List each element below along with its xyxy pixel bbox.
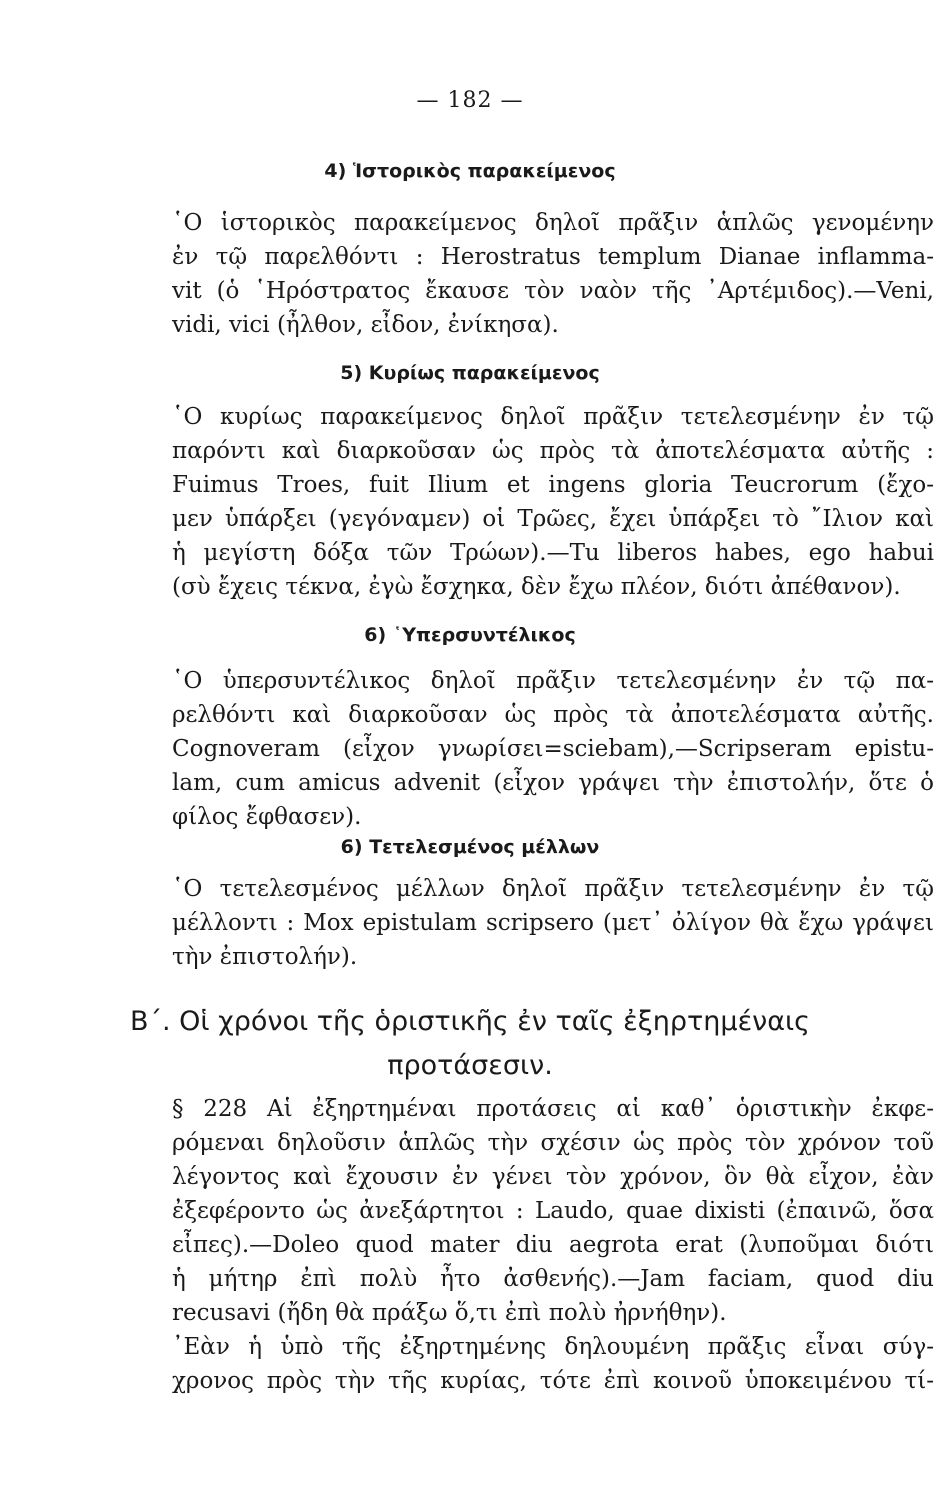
text-line: ἡ μήτηρ ἐπὶ πολὺ ἦτο ἀσθενής).—Jam faciam, quod diu (172, 1266, 934, 1292)
paragraph-present-perfect (172, 400, 934, 604)
text-line: χρονος πρὸς τὴν τῆς κυρίας, τότε ἐπὶ κοινοῦ ὑποκειμένου τί- (172, 1368, 934, 1394)
text-line: τὴν ἐπιστολήν). (172, 944, 358, 970)
heading-present-perfect: 5) Κυρίως παρακείμενος (340, 362, 600, 384)
text-line: ἐξεφέροντο ὡς ἀνεξάρτητοι : Laudo, quae dixisti (ἐπαινῶ, ὅσα (172, 1198, 934, 1224)
text-line: ρελθόντι καὶ διαρκοῦσαν ὡς πρὸς τὰ ἀποτελέσματα αὐτῆς. (172, 702, 934, 728)
text-line: § 228 Αἱ ἐξηρτημέναι προτάσεις αἱ καθ᾿ ὁριστικὴν ἐκφε- (172, 1096, 934, 1122)
text-line: ἡ μεγίστη δόξα τῶν Τρώων).—Tu liberos habes, ego habui (172, 540, 934, 566)
text-line: μεν ὑπάρξει (γεγόναμεν) οἱ Τρῶες, ἔχει ὑπάρξει τὸ ῎Ιλιον καὶ (172, 506, 934, 532)
text-line: Fuimus Troes, fuit Ilium et ingens gloria Teucrorum (ἔχο- (172, 472, 934, 498)
text-line: εἶπες).—Doleo quod mater diu aegrota erat (λυποῦμαι διότι (172, 1232, 934, 1258)
paragraph-historical-perfect (172, 206, 934, 342)
text-line: παρόντι καὶ διαρκοῦσαν ὡς πρὸς τὰ ἀποτελέσματα αὐτῆς : (172, 438, 934, 464)
paragraph-pluperfect (172, 664, 934, 834)
chapter-heading-line: Β΄. Οἱ χρόνοι τῆς ὁριστικῆς ἐν ταῖς ἐξηρτημέναις (129, 1006, 811, 1037)
heading-historical-perfect: 4) Ἱστορικὸς παρακείμενος (324, 160, 616, 182)
text-line: vidi, vici (ἦλθον, εἶδον, ἐνίκησα). (172, 312, 559, 338)
text-line: λέγοντος καὶ ἔχουσιν ἐν γένει τὸν χρόνον, ὃν θὰ εἶχον, ἐὰν (172, 1164, 934, 1190)
text-line: ῾Ο τετελεσμένος μέλλων δηλοῖ πρᾶξιν τετελεσμένην ἐν τῷ (172, 876, 934, 902)
text-line: μέλλοντι : Mox epistulam scripsero (μετ᾿ ὀλίγον θὰ ἔχω γράψει (172, 910, 934, 936)
text-line: recusavi (ἤδη θὰ πράξω ὅ,τι ἐπὶ πολὺ ἠρνήθην). (172, 1300, 727, 1326)
text-line: (σὺ ἔχεις τέκνα, ἐγὼ ἔσχηκα, δὲν ἔχω πλέον, διότι ἀπέθανον). (172, 574, 901, 600)
text-line: ἐν τῷ παρελθόντι : Herostratus templum Dianae inflamma- (172, 244, 934, 270)
chapter-heading-line: προτάσεσιν. (387, 1050, 553, 1081)
text-line: vit (ὁ ῾Ηρόστρατος ἔκαυσε τὸν ναὸν τῆς ᾿Αρτέμιδος).—Veni, (172, 278, 934, 304)
text-line: ῾Ο ὑπερσυντέλικος δηλοῖ πρᾶξιν τετελεσμένην ἐν τῷ πα- (172, 668, 934, 694)
paragraph-future-perfect (172, 872, 934, 974)
text-line: ρόμεναι δηλοῦσιν ἁπλῶς τὴν σχέσιν ὡς πρὸς τὸν χρόνον τοῦ (172, 1130, 934, 1156)
paragraph-228 (172, 1092, 934, 1398)
text-line: ῾Ο κυρίως παρακείμενος δηλοῖ πρᾶξιν τετελεσμένην ἐν τῷ (172, 404, 934, 430)
heading-future-perfect: 6) Τετελεσμένος μέλλων (340, 836, 600, 858)
text-line: lam, cum amicus advenit (εἶχον γράψει τὴν ἐπιστολήν, ὅτε ὁ (172, 770, 934, 796)
text-line: φίλος ἔφθασεν). (172, 804, 362, 830)
chapter-heading (0, 1000, 940, 1088)
heading-pluperfect: 6) ῾Υπερσυντέλικος (364, 624, 576, 646)
text-line: ᾿Εὰν ἡ ὑπὸ τῆς ἐξηρτημένης δηλουμένη πρᾶξις εἶναι σύγ- (172, 1334, 934, 1360)
text-line: Cognoveram (εἶχον γνωρίσει=sciebam),—Scripseram epistu- (172, 736, 934, 762)
text-line: ῾Ο ἱστορικὸς παρακείμενος δηλοῖ πρᾶξιν ἁπλῶς γενομένην (172, 210, 934, 236)
page-number: — 182 — (416, 88, 524, 113)
